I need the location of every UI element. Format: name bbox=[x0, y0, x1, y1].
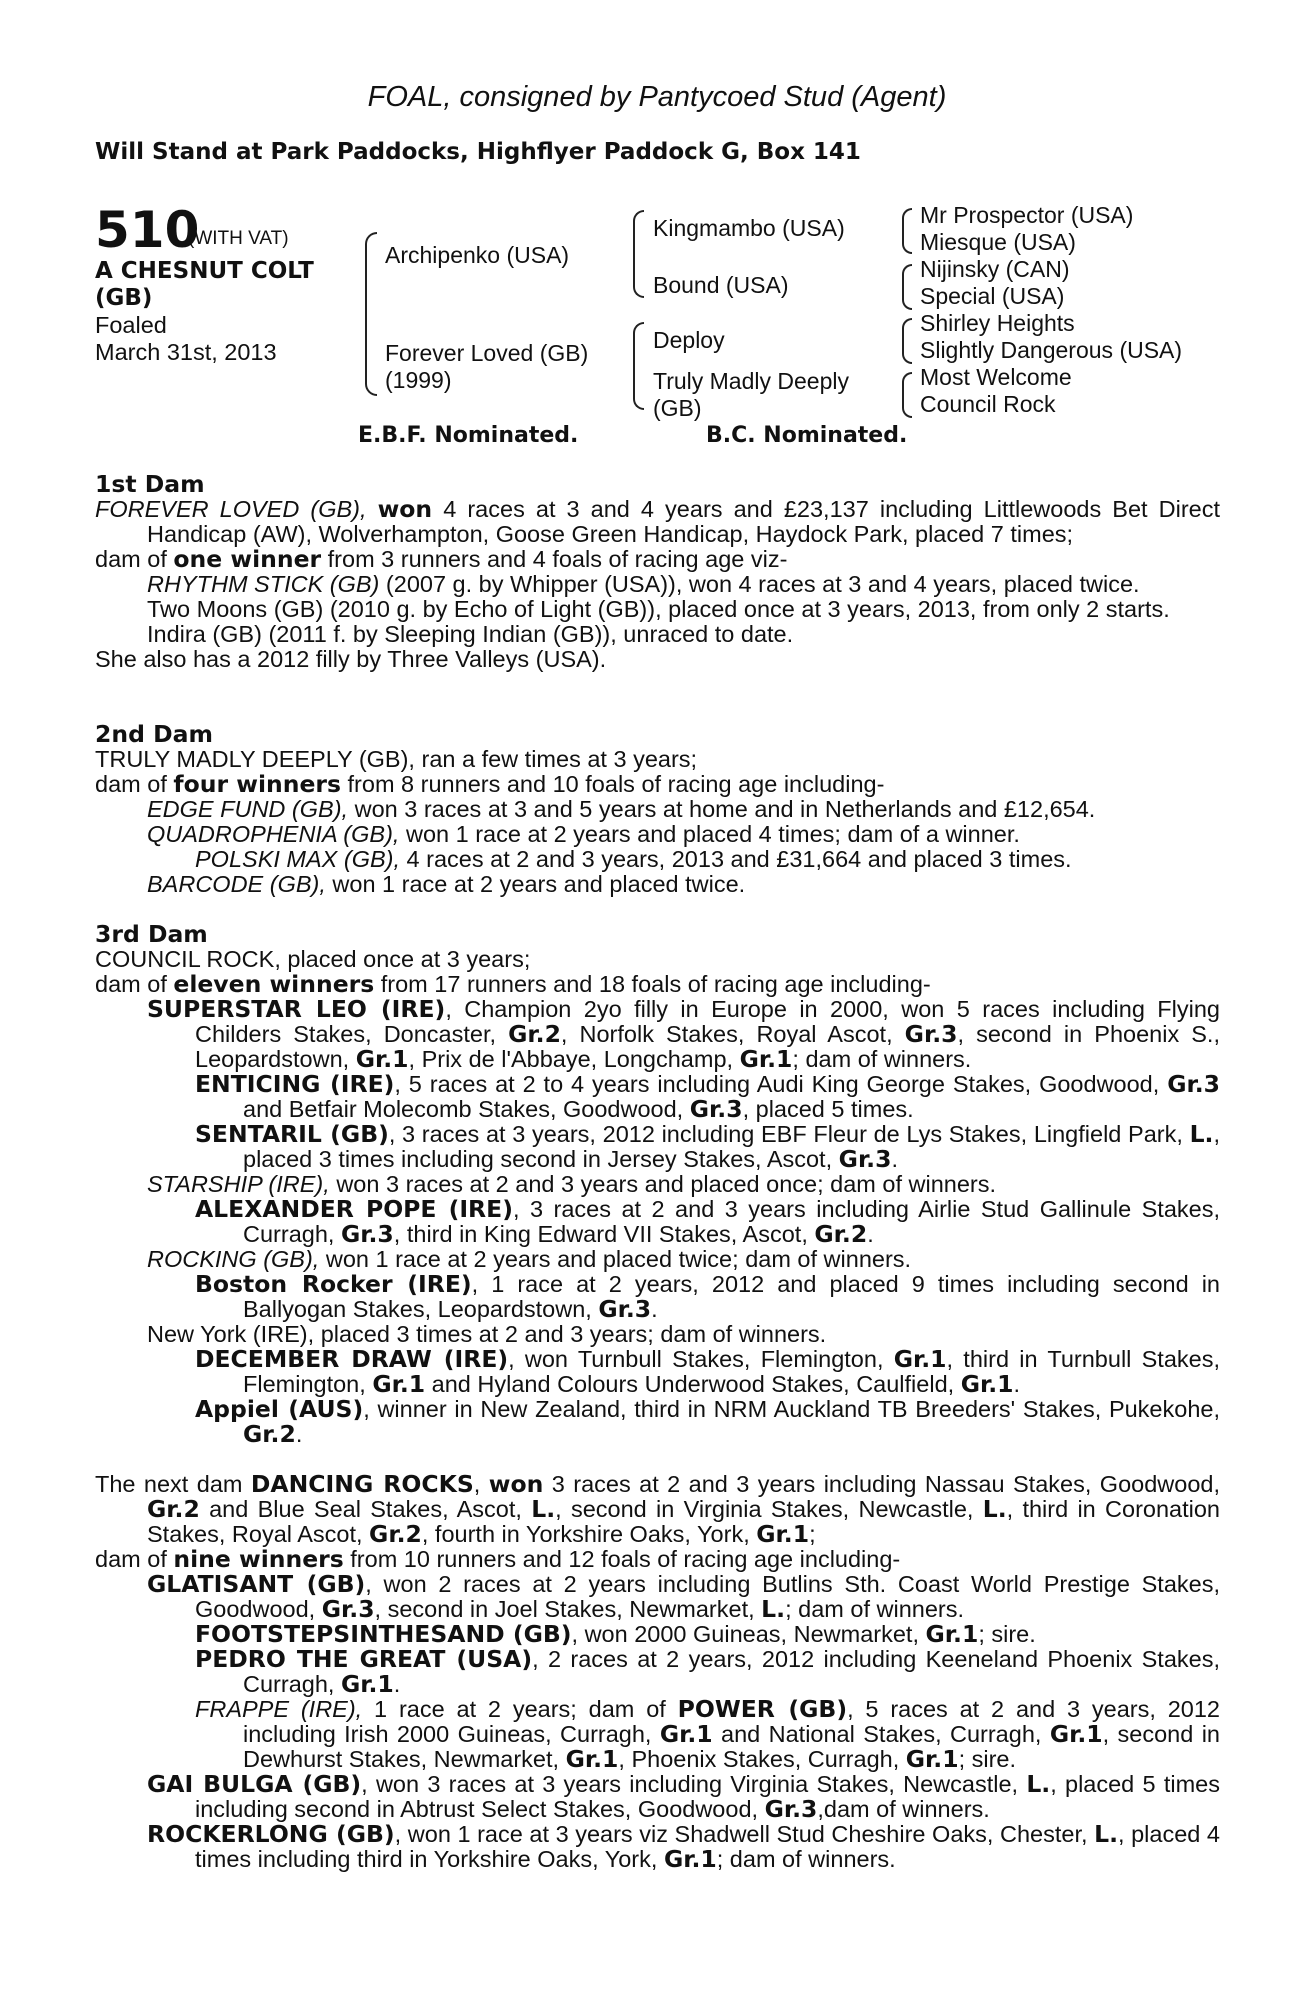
produce-item bbox=[95, 1197, 1220, 1247]
produce-name: SENTARIL (GB) bbox=[195, 1120, 389, 1148]
produce-name: Boston Rocker (IRE) bbox=[195, 1270, 472, 1298]
won-label: won bbox=[377, 495, 433, 523]
produce-text: . bbox=[1013, 1371, 1021, 1397]
third-dam-heading: 3rd Dam bbox=[95, 920, 208, 948]
grade: Gr.3 bbox=[1167, 1070, 1220, 1098]
produce-text: ; sire. bbox=[978, 1621, 1036, 1647]
produce-text: Indira (GB) (2011 f. by Sleeping Indian (GB)), unraced to date. bbox=[147, 621, 794, 647]
produce-name: GLATISANT (GB) bbox=[147, 1570, 366, 1598]
produce-item bbox=[95, 1647, 1220, 1697]
sss-name: Mr Prospector (USA) bbox=[920, 202, 1134, 228]
produce-item bbox=[95, 622, 1220, 647]
produce-item bbox=[95, 1122, 1220, 1172]
third-dam-record: COUNCIL ROCK, placed once at 3 years; bbox=[95, 946, 531, 972]
third-dam-produce bbox=[95, 972, 1220, 997]
produce-name: ALEXANDER POPE (IRE) bbox=[195, 1195, 513, 1223]
grade: Gr.3 bbox=[764, 1795, 818, 1823]
produce-item bbox=[95, 822, 1220, 847]
ssg-names bbox=[920, 202, 1182, 418]
first-dam-name: FOREVER LOVED (GB), bbox=[95, 496, 367, 522]
produce-name: SUPERSTAR LEO (IRE) bbox=[147, 995, 446, 1023]
produce-name: DECEMBER DRAW (IRE) bbox=[195, 1345, 509, 1373]
first-dam-section bbox=[95, 472, 1220, 672]
produce-item bbox=[95, 1347, 1220, 1397]
grade: Gr.1 bbox=[372, 1370, 426, 1398]
damof-label: dam of bbox=[95, 971, 174, 997]
produce-text: (2007 g. by Whipper (USA)), won 4 races at 3 and 4 years, placed twice. bbox=[379, 571, 1140, 597]
produce-text: ; dam of winners. bbox=[785, 1596, 965, 1622]
produce-name: ROCKING (GB), bbox=[147, 1246, 320, 1272]
grade: L. bbox=[1189, 1120, 1214, 1148]
produce-text: , 1 race at 2 years, 2012 and placed 9 times including second in Ballyogan Stakes, Leopardstown, bbox=[243, 1271, 1220, 1322]
foaled-info bbox=[95, 312, 277, 366]
produce-text: , placed 5 times including second in Abtrust Select Stakes, Goodwood, bbox=[195, 1771, 1220, 1822]
produce-text: and Hyland Colours Underwood Stakes, Caulfield, bbox=[425, 1371, 961, 1397]
dds-name: Most Welcome bbox=[920, 364, 1072, 390]
grade: Gr.1 bbox=[663, 1845, 717, 1873]
produce-text: , winner in New Zealand, third in NRM Auckland TB Breeders' Stakes, Pukekohe, bbox=[363, 1396, 1220, 1422]
grade: L. bbox=[982, 1495, 1007, 1523]
consignor-line: FOAL, consigned by Pantycoed Stud (Agent) bbox=[367, 81, 947, 113]
grade: Gr.1 bbox=[355, 1045, 409, 1073]
third-dam-section bbox=[95, 922, 1220, 1447]
record-text: ; bbox=[809, 1521, 816, 1547]
winners-count: eleven winners bbox=[173, 970, 375, 998]
grade: Gr.3 bbox=[321, 1595, 375, 1623]
won-label: won bbox=[488, 1470, 544, 1498]
produce-text: from 8 runners and 10 foals of racing age including- bbox=[341, 771, 885, 797]
produce-text: , placed 4 times including third in Yorkshire Oaks, York, bbox=[195, 1821, 1220, 1872]
record-text: , second in Virginia Stakes, Newcastle, bbox=[555, 1496, 983, 1522]
dam-dam-name bbox=[653, 368, 849, 422]
grade: Gr.1 bbox=[960, 1370, 1014, 1398]
sdd-name: Special (USA) bbox=[920, 283, 1065, 309]
dam-sire-name: Deploy bbox=[653, 327, 725, 353]
grade: Gr.1 bbox=[1049, 1720, 1103, 1748]
grade: Gr.1 bbox=[739, 1045, 793, 1073]
produce-item bbox=[95, 572, 1220, 597]
produce-item bbox=[95, 1397, 1220, 1447]
next-dam-section bbox=[95, 1472, 1220, 1872]
pedigree-brace-ss bbox=[902, 208, 912, 254]
produce-text: ; sire. bbox=[958, 1746, 1017, 1772]
pedigree-brace-ds bbox=[902, 318, 912, 364]
produce-text: won 3 races at 3 and 5 years at home and in Netherlands and £12,654. bbox=[348, 796, 1096, 822]
second-dam-record: TRULY MADLY DEEPLY (GB), ran a few times at 3 years; bbox=[95, 746, 698, 772]
produce-text: won 1 race at 2 years and placed twice. bbox=[325, 871, 746, 897]
pedigree-brace-sire bbox=[633, 210, 644, 298]
produce-name: GAI BULGA (GB) bbox=[147, 1770, 362, 1798]
grade: Gr.3 bbox=[904, 1020, 958, 1048]
grade: Gr.3 bbox=[598, 1295, 652, 1323]
grade: Gr.2 bbox=[814, 1220, 868, 1248]
produce-text: New York (IRE), placed 3 times at 2 and 3 years; dam of winners. bbox=[147, 1321, 827, 1347]
grade: Gr.3 bbox=[340, 1220, 394, 1248]
produce-item bbox=[95, 1272, 1220, 1322]
dsd-name: Slightly Dangerous (USA) bbox=[920, 337, 1183, 363]
produce-text: , won 3 races at 3 years including Virginia Stakes, Newcastle, bbox=[361, 1771, 1027, 1797]
produce-item bbox=[95, 847, 1220, 872]
produce-text: , 5 races at 2 and 3 years, 2012 including Irish 2000 Guineas, Curragh, bbox=[243, 1696, 1220, 1747]
winners-count: one winner bbox=[173, 545, 322, 573]
produce-item bbox=[95, 1697, 1220, 1772]
produce-item bbox=[95, 1172, 1220, 1197]
produce-item bbox=[95, 797, 1220, 822]
produce-text: from 3 runners and 4 foals of racing age viz- bbox=[321, 546, 788, 572]
record-text: 3 races at 2 and 3 years including Nassau Stakes, Goodwood, bbox=[543, 1471, 1220, 1497]
vat-note: (WITH VAT) bbox=[188, 228, 289, 249]
produce-text: , placed 3 times including second in Jersey Stakes, Ascot, bbox=[243, 1121, 1220, 1172]
produce-name: QUADROPHENIA (GB), bbox=[147, 821, 400, 847]
second-dam-heading: 2nd Dam bbox=[95, 720, 213, 748]
lot-origin: (GB) bbox=[95, 285, 153, 311]
produce-text: . bbox=[651, 1296, 658, 1322]
produce-text: won 1 race at 2 years and placed twice; dam of winners. bbox=[319, 1246, 912, 1272]
produce-name: POLSKI MAX (GB), bbox=[195, 846, 401, 872]
produce-text: ; dam of winners. bbox=[792, 1046, 972, 1072]
produce-text: , won 2000 Guineas, Newmarket, bbox=[571, 1621, 926, 1647]
lot-number: 510 bbox=[95, 201, 200, 259]
ebf-nominated: E.B.F. Nominated. bbox=[358, 423, 579, 448]
pedigree-brace-main bbox=[365, 232, 377, 396]
produce-text: and National Stakes, Curragh, bbox=[712, 1721, 1050, 1747]
record-text: , fourth in Yorkshire Oaks, York, bbox=[421, 1521, 757, 1547]
bc-nominated: B.C. Nominated. bbox=[706, 423, 908, 448]
grade: L. bbox=[761, 1595, 786, 1623]
produce-text: , 3 races at 3 years, 2012 including EBF Fleur de Lys Stakes, Lingfield Park, bbox=[388, 1121, 1190, 1147]
produce-item bbox=[95, 597, 1220, 622]
produce-name: ROCKERLONG (GB) bbox=[147, 1820, 395, 1848]
lot-description bbox=[95, 258, 314, 312]
produce-text: Two Moons (GB) (2010 g. by Echo of Light (GB)), placed once at 3 years, 2013, from only 2 starts. bbox=[147, 596, 1170, 622]
produce-item bbox=[95, 1772, 1220, 1822]
dam-dam-line1: Truly Madly Deeply bbox=[653, 368, 849, 394]
pedigree-brace-dd bbox=[902, 372, 912, 418]
produce-text: ; dam of winners. bbox=[716, 1846, 896, 1872]
grade: Gr.2 bbox=[147, 1495, 200, 1523]
grade: Gr.2 bbox=[243, 1420, 296, 1448]
sire-sire-name: Kingmambo (USA) bbox=[653, 215, 845, 241]
grade: Gr.1 bbox=[756, 1520, 810, 1548]
produce-text: , second in Phoenix S., Leopardstown, bbox=[195, 1021, 1220, 1072]
lot-sex: A CHESNUT COLT bbox=[95, 258, 314, 284]
produce-name: Appiel (AUS) bbox=[195, 1395, 364, 1423]
grade: Gr.2 bbox=[369, 1520, 422, 1548]
produce-text: , Phoenix Stakes, Curragh, bbox=[618, 1746, 906, 1772]
produce-text: , 2 races at 2 years, 2012 including Keeneland Phoenix Stakes, Curragh, bbox=[243, 1646, 1221, 1697]
produce-text: . bbox=[295, 1421, 303, 1447]
produce-text: ,dam of winners. bbox=[817, 1796, 990, 1822]
pedigree-brace-sd bbox=[902, 264, 912, 310]
produce-text: , third in King Edward VII Stakes, Ascot, bbox=[393, 1221, 815, 1247]
produce-text: , Prix de l'Abbaye, Longchamp, bbox=[408, 1046, 740, 1072]
winners-count: nine winners bbox=[173, 1545, 344, 1573]
first-dam-text: 4 races at 3 and 4 years and £23,137 including Littlewoods Bet Direct Handicap (AW), Wolverhampton, Goose Green Handicap, Haydock Park, placed 7 times; bbox=[147, 496, 1220, 547]
produce-text: 1 race at 2 years; dam of bbox=[362, 1696, 678, 1722]
produce-text: , 5 races at 2 to 4 years including Audi King George Stakes, Goodwood, bbox=[394, 1071, 1168, 1097]
next-dam-produce bbox=[95, 1547, 1220, 1572]
first-dam-record bbox=[95, 497, 1220, 547]
produce-text: 4 races at 2 and 3 years, 2013 and £31,664 and placed 3 times. bbox=[400, 846, 1072, 872]
produce-item bbox=[95, 1572, 1220, 1622]
grade: Gr.1 bbox=[340, 1670, 394, 1698]
first-dam-heading: 1st Dam bbox=[95, 470, 205, 498]
produce-name: BARCODE (GB), bbox=[147, 871, 326, 897]
produce-text: . bbox=[393, 1671, 401, 1697]
produce-item bbox=[95, 1822, 1220, 1872]
grade: L. bbox=[531, 1495, 556, 1523]
produce-name: PEDRO THE GREAT (USA) bbox=[195, 1645, 533, 1673]
produce-text: , second in Joel Stakes, Newmarket, bbox=[374, 1596, 762, 1622]
produce-name: FRAPPE (IRE), bbox=[195, 1696, 363, 1722]
produce-item bbox=[95, 1247, 1220, 1272]
produce-name: STARSHIP (IRE), bbox=[147, 1171, 330, 1197]
first-dam-produce bbox=[95, 547, 1220, 572]
second-dam-produce bbox=[95, 772, 1220, 797]
produce-text: won 1 race at 2 years and placed 4 times; dam of a winner. bbox=[399, 821, 1020, 847]
produce-text: , Norfolk Stakes, Royal Ascot, bbox=[560, 1021, 905, 1047]
produce-name: EDGE FUND (GB), bbox=[147, 796, 349, 822]
dam-year: (1999) bbox=[385, 367, 452, 393]
second-dam-section bbox=[95, 722, 1220, 897]
produce-item bbox=[95, 1622, 1220, 1647]
produce-text: . bbox=[891, 1146, 898, 1172]
damof-label: dam of bbox=[95, 771, 174, 797]
record-text: and Blue Seal Stakes, Ascot, bbox=[199, 1496, 532, 1522]
produce-text: . bbox=[867, 1221, 874, 1247]
produce-text: from 17 runners and 18 foals of racing age including- bbox=[374, 971, 931, 997]
produce-item bbox=[95, 872, 1220, 897]
grade: L. bbox=[1026, 1770, 1051, 1798]
grade: Gr.3 bbox=[689, 1095, 743, 1123]
produce-item bbox=[95, 997, 1220, 1072]
produce-text: , Champion 2yo filly in Europe in 2000, won 5 races including Flying Childers Stakes, Doncaster, bbox=[195, 996, 1220, 1047]
produce-text: , won 2 races at 2 years including Butlins Sth. Coast World Prestige Stakes, Goodwood, bbox=[195, 1571, 1220, 1622]
produce-text: from 10 runners and 12 foals of racing age including- bbox=[343, 1546, 901, 1572]
produce-text: , won Turnbull Stakes, Flemington, bbox=[508, 1346, 894, 1372]
stand-location: Will Stand at Park Paddocks, Highflyer Paddock G, Box 141 bbox=[95, 139, 861, 165]
produce-name: ENTICING (IRE) bbox=[195, 1070, 395, 1098]
damof-label: dam of bbox=[95, 1546, 174, 1572]
produce-text: , won 1 race at 3 years viz Shadwell Stud Cheshire Oaks, Chester, bbox=[394, 1821, 1095, 1847]
produce-item bbox=[95, 1072, 1220, 1122]
next-dam-name: DANCING ROCKS bbox=[250, 1470, 474, 1498]
foaled-label: Foaled bbox=[95, 312, 167, 338]
grade: L. bbox=[1094, 1820, 1118, 1848]
grade: Gr.1 bbox=[925, 1620, 979, 1648]
damof-label: dam of bbox=[95, 546, 174, 572]
dam-name-line1: Forever Loved (GB) bbox=[385, 340, 589, 366]
next-dam-lead: The next dam bbox=[95, 1471, 251, 1497]
produce-text: , third in Turnbull Stakes, Flemington, bbox=[243, 1346, 1220, 1397]
grade: Gr.1 bbox=[905, 1745, 959, 1773]
produce-name: FOOTSTEPSINTHESAND (GB) bbox=[195, 1620, 572, 1648]
foaled-date: March 31st, 2013 bbox=[95, 339, 277, 365]
sire-name: Archipenko (USA) bbox=[385, 242, 570, 268]
produce-name: POWER (GB) bbox=[677, 1695, 848, 1723]
sds-name: Nijinsky (CAN) bbox=[920, 256, 1070, 282]
produce-text: , second in Dewhurst Stakes, Newmarket, bbox=[243, 1721, 1220, 1772]
dam-dam-line2: (GB) bbox=[653, 395, 702, 421]
pedigree-brace-dam bbox=[633, 322, 644, 410]
grade: Gr.1 bbox=[565, 1745, 619, 1773]
winners-count: four winners bbox=[173, 770, 341, 798]
produce-name: RHYTHM STICK (GB) bbox=[147, 571, 380, 597]
record-text: , third in Coronation Stakes, Royal Ascot, bbox=[147, 1496, 1220, 1547]
next-dam-record: The next dam DANCING ROCKS, won 3 races at 2 and 3 years including Nassau Stakes, Goodwood, Gr.2 and Blue Seal Stakes, Ascot, L., second in Virginia Stakes, Newcastle, L., third in Coronation Stakes, Royal Ascot, Gr.2, fourth in Yorkshire Oaks, York, Gr.1; bbox=[95, 1470, 1220, 1548]
produce-text: , 3 races at 2 and 3 years including Airlie Stud Gallinule Stakes, Curragh, bbox=[243, 1196, 1220, 1247]
produce-text: won 3 races at 2 and 3 years and placed once; dam of winners. bbox=[329, 1171, 997, 1197]
ssd-name: Miesque (USA) bbox=[920, 229, 1076, 255]
dam-name bbox=[385, 340, 588, 394]
ddd-name: Council Rock bbox=[920, 391, 1056, 417]
grade: Gr.1 bbox=[659, 1720, 713, 1748]
produce-item bbox=[95, 1322, 1220, 1347]
dss-name: Shirley Heights bbox=[920, 310, 1075, 336]
also-note: She also has a 2012 filly by Three Valleys (USA). bbox=[95, 646, 607, 672]
sire-dam-name: Bound (USA) bbox=[653, 272, 789, 298]
grade: Gr.1 bbox=[893, 1345, 947, 1373]
grade: Gr.2 bbox=[508, 1020, 561, 1048]
produce-text: , placed 5 times. bbox=[742, 1096, 914, 1122]
produce-text: and Betfair Molecomb Stakes, Goodwood, bbox=[243, 1096, 690, 1122]
grade: Gr.3 bbox=[838, 1145, 892, 1173]
